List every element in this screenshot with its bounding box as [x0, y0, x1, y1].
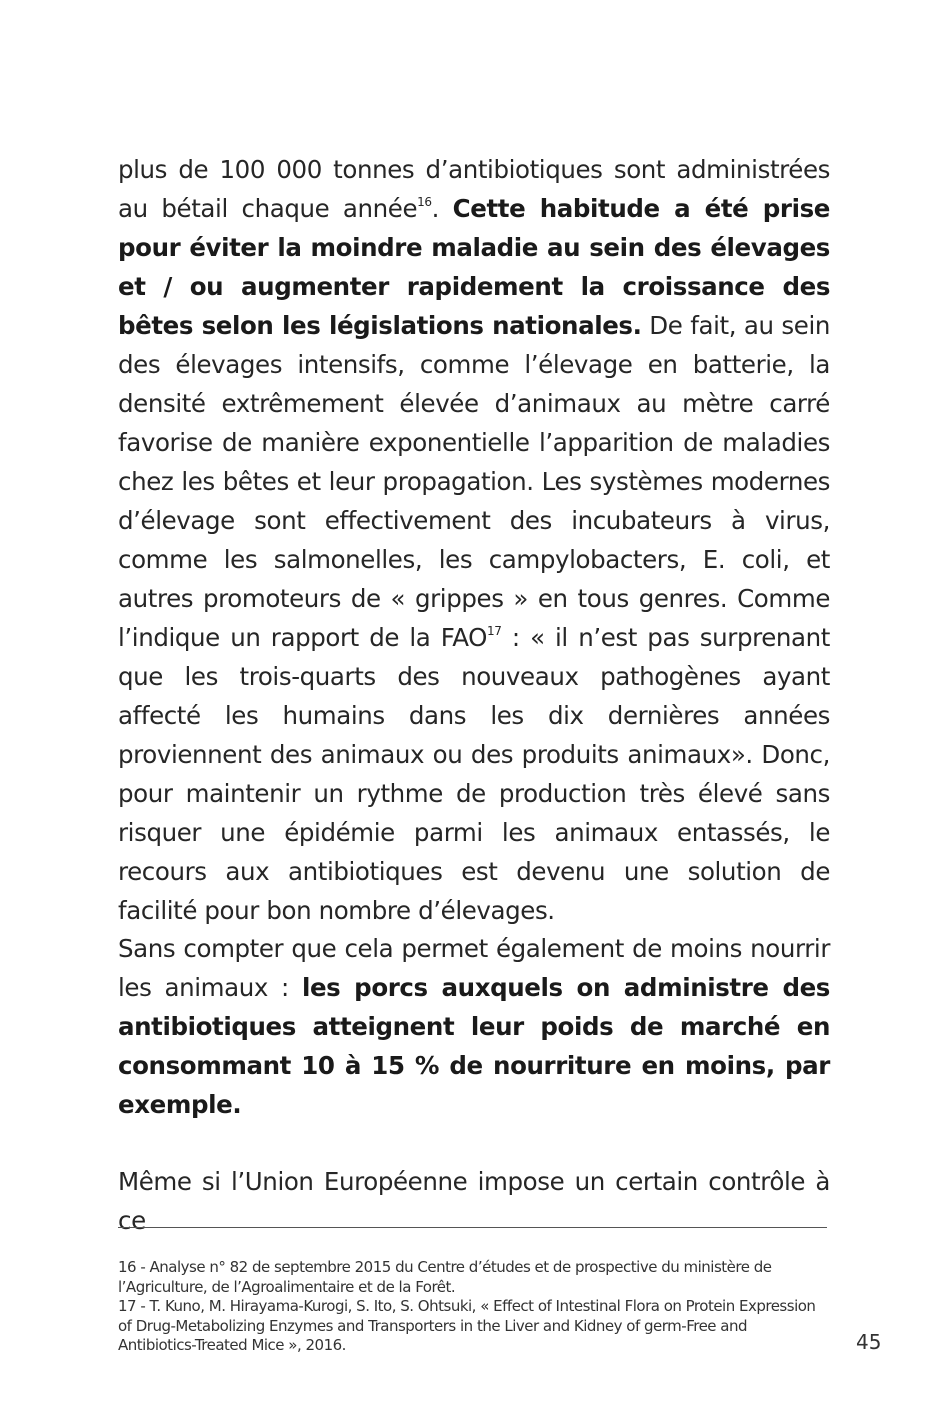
paragraph-1	[118, 150, 830, 930]
text-segment: Sans compter que cela permet également de moins nourrir les animaux :	[118, 934, 830, 1002]
footnote-17: 17 - T. Kuno, M. Hirayama-Kurogi, S. Ito, S. Ohtsuki, « Effect of Intestinal Flora on Protein Expression of Drug-Metabolizing Enzymes and Transporters in the Liver and Kidney of germ-Free and Antibiotics-Treated Mice », 2016.	[118, 1297, 816, 1354]
paragraph-text	[118, 929, 830, 1124]
text-segment: .	[431, 194, 453, 223]
footnote-ref-17[interactable]: 17	[487, 624, 502, 638]
footnote-divider	[118, 1227, 827, 1228]
paragraph-text	[118, 150, 830, 930]
bold-text-segment: les porcs auxquels on administre des antibiotiques atteignent leur poids de marché en consommant 10 à 15 % de nourriture en moins, par exemple.	[118, 973, 830, 1119]
page-number: 45	[856, 1330, 882, 1354]
bold-text-segment: Cette habitude a été prise pour éviter la moindre maladie au sein des élevages et / ou augmenter rapidement la croissance des bêtes selon les législations nationales.	[118, 194, 830, 340]
text-segment: : « il n’est pas surprenant que les trois-quarts des nouveaux pathogènes ayant affecté les humains dans les dix dernières années proviennent des animaux ou des produits animaux». Donc, pour maintenir un rythme de production très élevé sans risquer une épidémie parmi les animaux entassés, le recours aux antibiotiques est devenu une solution de facilité pour bon nombre d’élevages.	[118, 623, 830, 925]
footnote-16: 16 - Analyse n° 82 de septembre 2015 du Centre d’études et de prospective du ministère de l’Agriculture, de l’Agroalimentaire et de la Forêt.	[118, 1258, 772, 1296]
footnote-ref-16[interactable]: 16	[417, 195, 432, 209]
text-segment: plus de 100 000 tonnes d’antibiotiques sont administrées au bétail chaque année	[118, 155, 830, 223]
text-segment: De fait, au sein des élevages intensifs, comme l’élevage en batterie, la densité extrêmement élevée d’animaux au mètre carré favorise de manière exponentielle l’apparition de maladies chez les bêtes et leur propagation. Les systèmes modernes d’élevage sont effectivement des incubateurs à virus, comme les salmonelles, les campylobacters, E. coli, et autres promoteurs de « grippes » en tous genres. Comme l’indique un rapport de la FAO	[118, 311, 830, 652]
text-segment: Même si l’Union Européenne impose un certain contrôle à ce	[118, 1167, 830, 1235]
footnotes	[118, 1258, 828, 1356]
paragraph-3	[118, 1162, 830, 1240]
paragraph-text	[118, 1162, 830, 1240]
paragraph-2	[118, 929, 830, 1124]
